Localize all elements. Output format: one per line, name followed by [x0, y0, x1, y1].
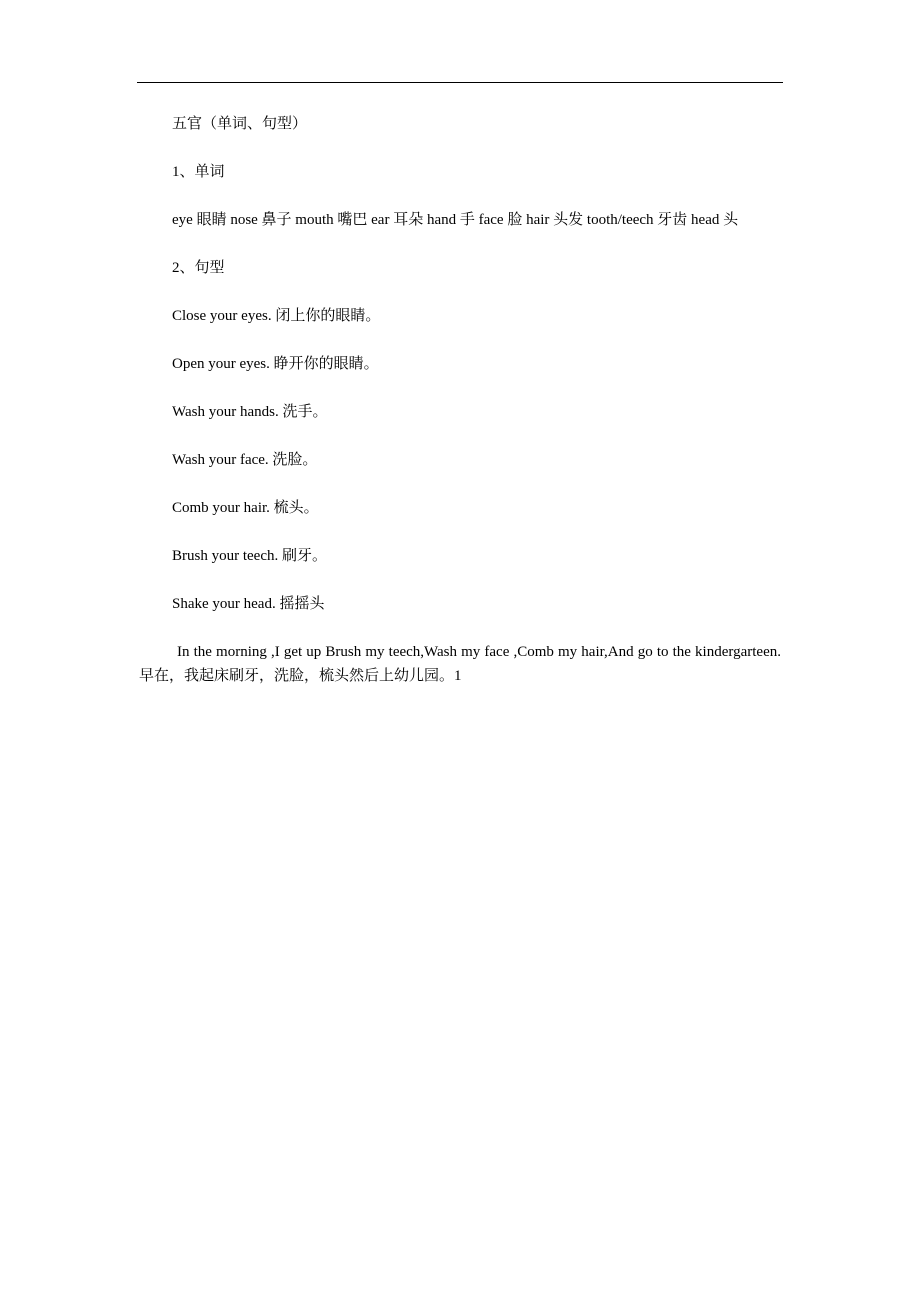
sentence-line: Open your eyes. 睁开你的眼睛。	[172, 356, 379, 372]
vocabulary-paragraph: eye 眼睛 nose 鼻子 mouth 嘴巴 ear 耳朵 hand 手 face 脸 hair 头发 tooth/teech 牙齿 head 头	[172, 212, 739, 228]
sentence-line: Shake your head. 摇摇头	[172, 596, 325, 612]
sentence-line: Comb your hair. 梳头。	[172, 500, 319, 516]
sentence-line: Brush your teech. 刷牙。	[172, 548, 327, 564]
document-title: 五官（单词、句型）	[172, 116, 308, 132]
section-heading-words: 1、单词	[172, 164, 225, 180]
sentence-line: Wash your face. 洗脸。	[172, 452, 318, 468]
sentence-line: Wash your hands. 洗手。	[172, 404, 328, 420]
sentence-line: Close your eyes. 闭上你的眼睛。	[172, 308, 381, 324]
document-body	[139, 112, 781, 712]
section-heading-sentences: 2、句型	[172, 260, 225, 276]
closing-paragraph: In the morning ,I get up Brush my teech,Wash my face ,Comb my hair,And go to the kindergarteen. 早在，我起床刷牙，洗脸，梳头然后上幼儿园。1	[139, 644, 781, 684]
header-rule	[137, 82, 783, 83]
